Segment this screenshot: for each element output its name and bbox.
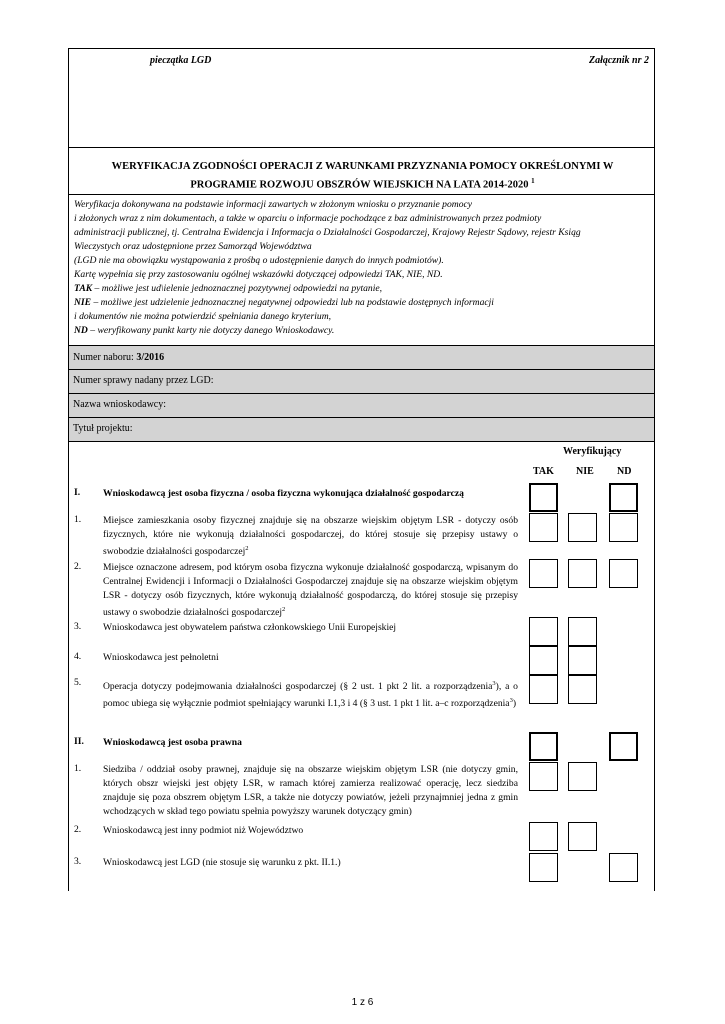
item-text: Wnioskodawcą jest LGD (nie stosuje się warunku z pkt. II.1.) [103, 857, 341, 868]
checkbox-tak[interactable] [529, 646, 558, 675]
item-text: Operacja dotyczy podejmowania działalności gospodarczej (§ 2 ust. 1 pkt 2 lit. a rozporządzenia$^3$), a o pomoc ubiega się wyłącznie podmiot spełniający warunki I.1,3 i 4 (§ 3 ust. 1 pkt 1 lit. a–c rozporządzenia$^3$) [103, 680, 518, 710]
item-number: 5. [74, 677, 82, 688]
annex-label: Załącznik nr 2 [588, 55, 649, 66]
item-text: Miejsce oznaczone adresem, pod którym osoba fizyczna wykonuje działalność gospodarczą, wpisanym do Centralnej Ewidencji i Informacji o Działalności Gospodarczej znajduje się na obszarze wiejskim objętym LSR - dotyczy osób fizycznych, które wykonują działalność gospodarczą, do której stosuje się przepisy ustawy o swobodzie działalności gospodarczej$^2$ [103, 562, 518, 619]
checkbox-nie[interactable] [568, 675, 597, 704]
sprawa-label: Numer sprawy nadany przez LGD: [73, 375, 214, 386]
item-text: Siedziba / oddział osoby prawnej, znajduje się na obszarze wiejskim objętym LSR (nie dotyczy gmin, których obszr wiejski jest objęty LSR, w ramach której zamierza realizować operację, lecz siedziba znajduje się poza obszrem objętym LSR, a także nie dotyczy powiatów, jeżeli przynajmniej jedna z gmin wchodzących w skład tego powiatu spełnia powyższy warunek dotyczący gmin) [103, 764, 518, 817]
checkbox-tak[interactable] [529, 559, 558, 588]
intro-line: i złożonych wraz z nim dokumentach, a także w oparciu o informacje pochodzące z baz administrowanych przez podmioty [74, 213, 542, 224]
item-text: Miejsce zamieszkania osoby fizycznej znajduje się na obszarze wiejskim objętym LSR - dotyczy osób fizycznych, które nie wykonują działalności gospodarczej, do której stosuje się przepisy ustawy o swobodzie działalności gospodarczej$^2$ [103, 515, 518, 558]
nd-definition: ND – weryfikowany punkt karty nie dotyczy danego Wnioskodawcy. [74, 325, 335, 336]
checkbox-s2-nd[interactable] [609, 732, 638, 761]
sprawa-row[interactable] [69, 370, 654, 394]
title-line-2: PROGRAMIE ROZWOJU OBSZRÓW WIEJSKICH NA LATA 2014-2020 $^1$ [190, 177, 535, 191]
item-text: Wnioskodawcą jest inny podmiot niż Województwo [103, 825, 304, 836]
checkbox-nd[interactable] [609, 853, 638, 882]
intro-line: Wieczystych oraz udostępnione przez Samorząd Województwa [74, 241, 312, 252]
item-number: 3. [74, 856, 82, 867]
nabor-value: 3/2016 [136, 352, 165, 363]
item-number: 2. [74, 824, 82, 835]
nabor-row [69, 346, 654, 370]
section-number: II. [74, 736, 84, 747]
checkbox-nie[interactable] [568, 559, 597, 588]
intro-line: Kartę wypełnia się przy zastosowaniu ogólnej wskazówki dotyczącej odpowiedzi TAK, NIE, ND. [74, 269, 443, 280]
intro-line: (LGD nie ma obowiązku wystąpowania z prośbą o udostępnienie danych do innych podmiotów). [74, 255, 444, 266]
item-number: 1. [74, 514, 82, 525]
checkbox-tak[interactable] [529, 617, 558, 646]
checkbox-tak[interactable] [529, 822, 558, 851]
col-tak: TAK [533, 466, 554, 477]
checkbox-nie[interactable] [568, 762, 597, 791]
item-number: 3. [74, 621, 82, 632]
title-footnote: 1 [531, 177, 535, 185]
tytul-row[interactable] [69, 418, 654, 442]
checkbox-nd[interactable] [609, 559, 638, 588]
checkbox-s2-tak[interactable] [529, 732, 558, 761]
section-title: Wnioskodawcą jest osoba fizyczna / osoba fizyczna wykonująca działalność gospodarczą [103, 488, 464, 499]
checkbox-s1-tak[interactable] [529, 483, 558, 512]
divider [68, 194, 655, 195]
item-number: 4. [74, 651, 82, 662]
section-title: Wnioskodawcą jest osoba prawna [103, 737, 242, 748]
col-nd: ND [617, 466, 632, 477]
title-line-1: WERYFIKACJA ZGODNOŚCI OPERACJI Z WARUNKAMI PRZYZNANIA POMOCY OKREŚLONYMI W [111, 161, 614, 172]
intro-line: administracji publicznej, tj. Centralna Ewidencja i Informacja o Działalności Gospodarczej, Krajowy Rejestr Sądowy, rejestr Ksiąg [74, 227, 581, 238]
section-number: I. [74, 487, 81, 498]
checkbox-nie[interactable] [568, 646, 597, 675]
intro-line: Weryfikacja dokonywana na podstawie informacji zawartych w złożonym wniosku o przyznanie pomocy [74, 199, 473, 210]
divider [68, 147, 655, 148]
page-number: 1 z 6 [351, 997, 374, 1008]
stamp-label: pieczątka LGD [150, 55, 212, 66]
checkbox-nd[interactable] [609, 513, 638, 542]
nie-definition: NIE – możliwe jest udzielenie jednoznacznej negatywnej odpowiedzi lub na podstawie dostępnych informacji [74, 297, 494, 308]
tak-definition: TAK – możliwe jest ud\ielenie jednoznacznej pozytywnej odpowiedzi na pytanie, [74, 283, 383, 294]
intro-text [74, 198, 649, 338]
nie-definition-cont: i dokumentów nie można potwierdzić spełniania danego kryterium, [74, 311, 332, 322]
tytul-label: Tytuł projektu: [73, 423, 133, 434]
checkbox-tak[interactable] [529, 675, 558, 704]
item-text: Wnioskodawca jest pełnoletni [103, 652, 219, 663]
verifiers-header: Weryfikujący [563, 446, 622, 457]
checkbox-tak[interactable] [529, 853, 558, 882]
col-nie: NIE [576, 466, 594, 477]
checkbox-tak[interactable] [529, 762, 558, 791]
checkbox-nie[interactable] [568, 617, 597, 646]
document-title [76, 159, 649, 193]
wnioskodawca-row[interactable] [69, 394, 654, 418]
item-number: 2. [74, 561, 82, 572]
checkbox-nie[interactable] [568, 822, 597, 851]
checkbox-nie[interactable] [568, 513, 597, 542]
checkbox-tak[interactable] [529, 513, 558, 542]
nabor-label: Numer naboru: [73, 352, 134, 363]
checkbox-s1-nd[interactable] [609, 483, 638, 512]
wnioskodawca-label: Nazwa wnioskodawcy: [73, 399, 167, 410]
item-number: 1. [74, 763, 82, 774]
item-text: Wnioskodawca jest obywatelem państwa członkowskiego Unii Europejskiej [103, 622, 397, 633]
